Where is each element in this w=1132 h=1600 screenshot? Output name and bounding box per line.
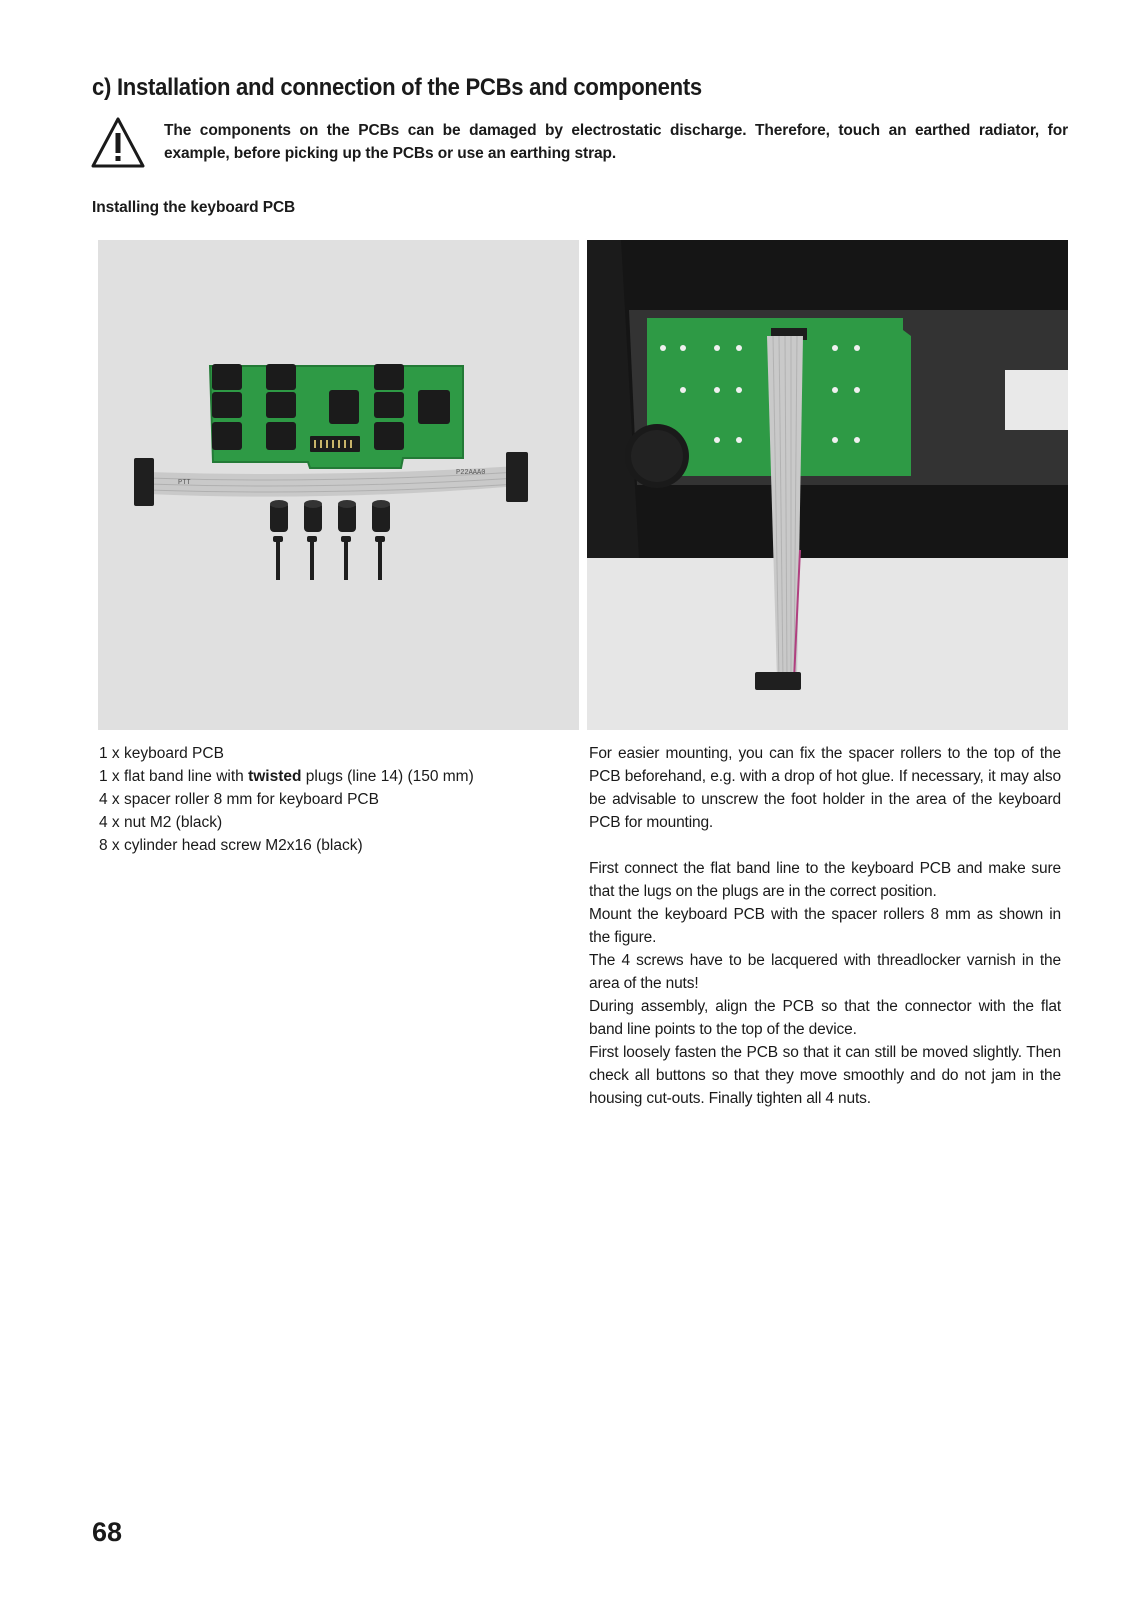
- instruction-paragraph: For easier mounting, you can fix the spacer rollers to the top of the PCB beforehand, e.g. with a drop of hot glue. If necessary, it may also be advisable to unscrew the foot holder in the area of the keyboard PCB for mounting.: [589, 745, 1061, 831]
- instruction-paragraph: First connect the flat band line to the keyboard PCB and make sure that the lugs on the plugs are in the correct position.: [589, 860, 1061, 900]
- section-title: c) Installation and connection of the PCBs and components: [92, 74, 702, 101]
- page-number: 68: [92, 1517, 123, 1547]
- subheading: Installing the keyboard PCB: [92, 199, 296, 216]
- instruction-paragraph: Mount the keyboard PCB with the spacer rollers 8 mm as shown in the figure.: [589, 906, 1061, 946]
- parts-list: [99, 742, 474, 857]
- warning-triangle-icon: [90, 116, 146, 170]
- photo-keyboard-pcb-parts: [98, 240, 579, 730]
- keyboard-pcb-image: [210, 364, 463, 468]
- cable-marking-1: PTT: [178, 479, 191, 487]
- warning-text: The components on the PCBs can be damaged by electrostatic discharge. Therefore, touch an earthed radiator, for example, before picking up the PCBs or use an earthing strap.: [164, 122, 1068, 162]
- parts-list-item: 4 x spacer roller 8 mm for keyboard PCB: [99, 791, 379, 808]
- instruction-paragraph: First loosely fasten the PCB so that it can still be moved slightly. Then check all buttons so that they move smoothly and do not jam in the housing cut-outs. Finally tighten all 4 nuts.: [589, 1044, 1061, 1107]
- parts-list-item: 8 x cylinder head screw M2x16 (black): [99, 837, 363, 854]
- instruction-paragraph: During assembly, align the PCB so that the connector with the flat band line points to the top of the device.: [589, 998, 1061, 1038]
- parts-list-item: 1 x flat band line with twisted plugs (line 14) (150 mm): [99, 768, 474, 785]
- instruction-paragraph: The 4 screws have to be lacquered with threadlocker varnish in the area of the nuts!: [589, 952, 1061, 992]
- photo-pcb-mounted-in-housing: [587, 240, 1068, 730]
- parts-list-item: 4 x nut M2 (black): [99, 814, 223, 831]
- parts-list-item: 1 x keyboard PCB: [99, 745, 224, 762]
- mounting-instructions: [589, 742, 1061, 1110]
- cable-marking-2: P22AAA0: [456, 469, 486, 477]
